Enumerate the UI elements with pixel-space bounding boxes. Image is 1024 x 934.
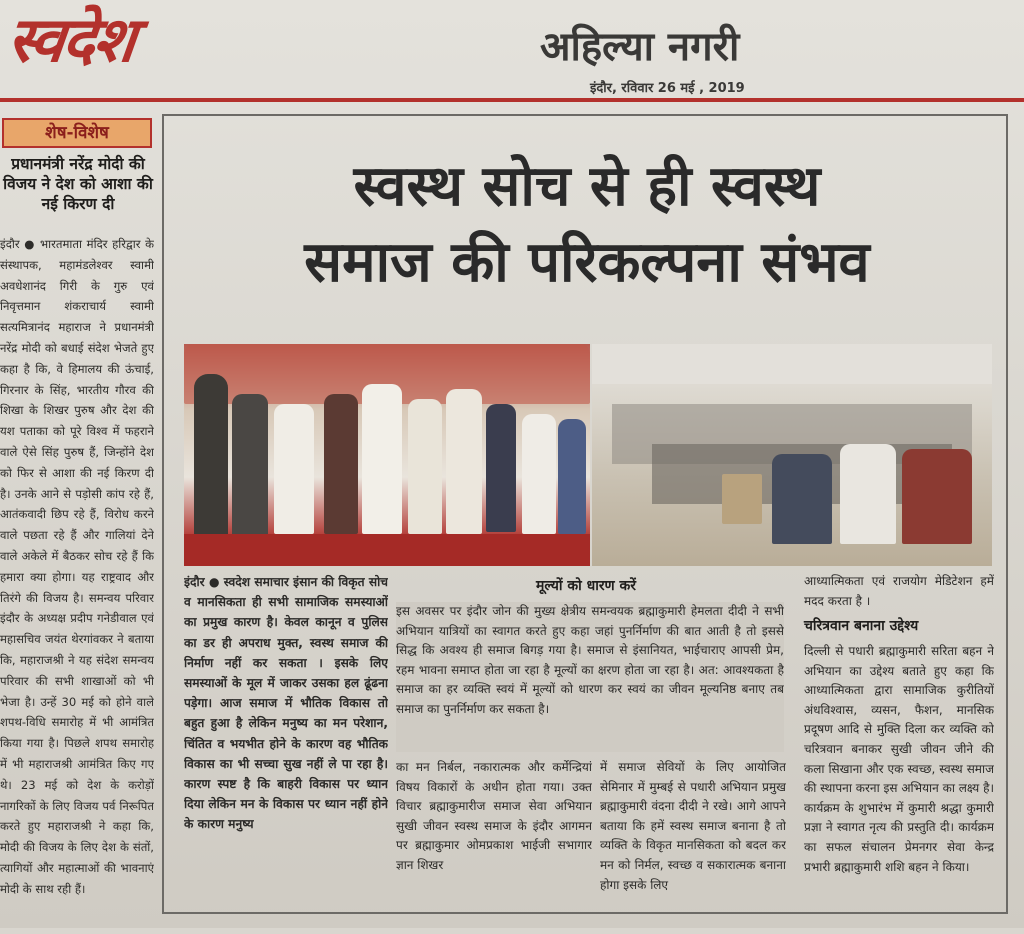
side-body-text: इंदौर ● भारतमाता मंदिर हरिद्वार के संस्थापक, महामंडलेश्वर स्वामी अवधेशानंद गिरी के गुरु एवं निवृत्तमान शंकराचार्य स्वामी सत्यमित्रानंद महाराज ने प्रधानमंत्री नरेंद्र मोदी को बधाई संदेश भेजते हुए कहा है कि, वे हिमालय की ऊंचाई, गिरनार के सिंह, भारतीय गौरव की शिखा के शिखर पुरुष और देश की यश पताका को पूरे विश्व में फहराने वाले ऐसे सिंह पुरुष हैं, जिन्होंने देश को फिर से आशा की नई किरण दी है। उनके आने से पड़ोसी कांप रहे हैं, आतंकवादी छिप रहे हैं, विरोध करने वाले पछता रहे हैं और गालियां देने वाले अकेले में बैठकर सोच रहे हैं कि हमारा क्या होगा। यह राष्ट्रवाद और तिरंगे की विजय है। समन्वय परिवार इंदौर के अध्यक्ष प्रदीप गनेडीवाल एवं महासचिव जयंत थेरगांवकर ने बताया कि, महाराजश्री ने यह संदेश समन्वय परिवार की सभी शाखाओं को भी भेजा है। उन्हें 30 मई को होने वाले शपथ-विधि समारोह में भी आमंत्रित किया गया है। पिछले शपथ समारोह में भी महाराजश्री आमंत्रित किए गए थे। 23 मई को देश के करोड़ों नागरिकों के लिए विजय पर्व निरूपित करते हुए महाराजश्री ने कहा कि, मोदी की विजय के लिए देश के संतों, त्यागियों और महात्माओं की भावनाएं मोदी के साथ रही हैं। <box>0 237 154 896</box>
masthead-rule <box>0 98 1024 102</box>
article-values-text: इस अवसर पर इंदौर जोन की मुख्य क्षेत्रीय समन्वयक ब्रह्माकुमारी हेमलता दीदी ने सभी अभियान यात्रियों का स्वागत करते हुए कहा जहां पुनर्निर्माण की बात आती है तो इससे सिद्ध कि अवश्य ही समाज बिगड़ गया है। समाज से इंसानियत, भाईचाराए आपसी प्रेम, रहम भावना समाप्त होता जा रहा है मूल्यों का क्षरण होता जा रहा है। अत: आवश्यकता है समाज का हर व्यक्ति स्वयं में मूल्यों को धारण कर स्वयं का जीवन मूल्यनिष्ठ बनाए तब समाज का पुनर्निर्माण कर सकता है। <box>396 602 784 752</box>
article-column-5: दिल्ली से पधारी ब्रह्माकुमारी सरिता बहन ने अभियान का उद्देश्य बताते हुए कहा कि आध्यात्मिकता द्वारा सामाजिक कुरीतियों अंधविश्वास, व्यसन, फैशन, मानसिक प्रदूषण आदि से मुक्ति दिला कर व्यक्ति को चरित्रवान बनाकर सुखी जीवन जीने की कला सिखाना और एक स्वच्छ, स्वस्थ समाज की स्थापना करना इस अभियान का लक्ष्य है। कार्यक्रम के शुभारंभ में कुमारी श्रद्धा कुमारी प्रज्ञा ने स्वागत नृत्य की प्रस्तुति दी। कार्यक्रम का सफल संचालन प्रेमनगर सेवा केन्द्र प्रभारी ब्रह्माकुमारी शशि बहन ने किया। <box>804 644 994 874</box>
article-intro: इंदौर ● स्वदेश समाचार इंसान की विकृत सोच व मानसिकता ही सभी सामाजिक समस्याओं का प्रमुख कारण है। केवल कानून व पुलिस का डर ही अपराध मुक्त, स्वस्थ समाज की निर्माण नहीं कर सकता । इसके लिए समस्याओं के मूल में जाकर उसका हल ढूंढना पड़ेगा। आज समाज में भौतिक विकास तो बहुत हुआ है लेकिन मनुष्य का मन परेशान, चिंतित व भयभीत होने के कारण वह भौतिक विकास का भी सच्चा सुख नहीं ले पा रहा है। कारण स्पष्ट है कि बाहरी विकास पर ध्यान दिया लेकिन मन के विकास पर ध्यान नहीं होने के कारण मनुष्य <box>184 575 388 832</box>
edition-date: इंदौर, रविवार 26 मई , 2019 <box>590 81 745 96</box>
headline-line-2: समाज की परिकल्पना संभव <box>304 229 870 295</box>
article-headline <box>164 148 1010 300</box>
subhead-values: मूल्यों को धारण करें <box>535 578 637 594</box>
subhead-character: चरित्रवान बनाना उद्देश्य <box>804 618 919 634</box>
section-tag: शेष-विशेष <box>2 118 152 148</box>
main-article <box>162 114 1008 914</box>
article-column-3: का मन निर्बल, नकारात्मक और कर्मेन्द्रियां विषय विकारों के अधीन होता गया। उक्त विचार ब्रह्माकुमारीज समाज सेवा अभियान सुखी जीवन स्वस्थ समाज के इंदौर आगमन पर ब्रह्माकुमार ओमप्रकाश भाईजी सभागार ज्ञान शिखर <box>396 760 592 872</box>
article-column-4: में समाज सेवियों के लिए आयोजित सेमिनार में मुम्बई से पधारी अभियान प्रमुख ब्रह्माकुमारी वंदना दीदी ने रखे। आगे आपने बताया कि हमें स्वस्थ समाज बनाना है तो व्यक्ति के विकृत मानसिकता को बदल कर मन को निर्मल, स्वच्छ व सकारात्मक बनाना होगा इसके लिए <box>600 760 786 892</box>
side-column <box>0 110 156 928</box>
edition-title: अहिल्या नगरी <box>540 23 740 70</box>
side-headline: प्रधानमंत्री नरेंद्र मोदी की विजय ने देश को आशा की नई किरण दी <box>3 155 153 213</box>
audience-photo <box>592 344 992 566</box>
article-column-5-top: आध्यात्मिकता एवं राजयोग मेडिटेशन हमें मदद करता है । <box>804 574 994 608</box>
newspaper-logo: स्वदेश <box>4 3 138 76</box>
headline-line-1: स्वस्थ सोच से ही स्वस्थ <box>353 153 821 219</box>
stage-photo <box>184 344 590 566</box>
